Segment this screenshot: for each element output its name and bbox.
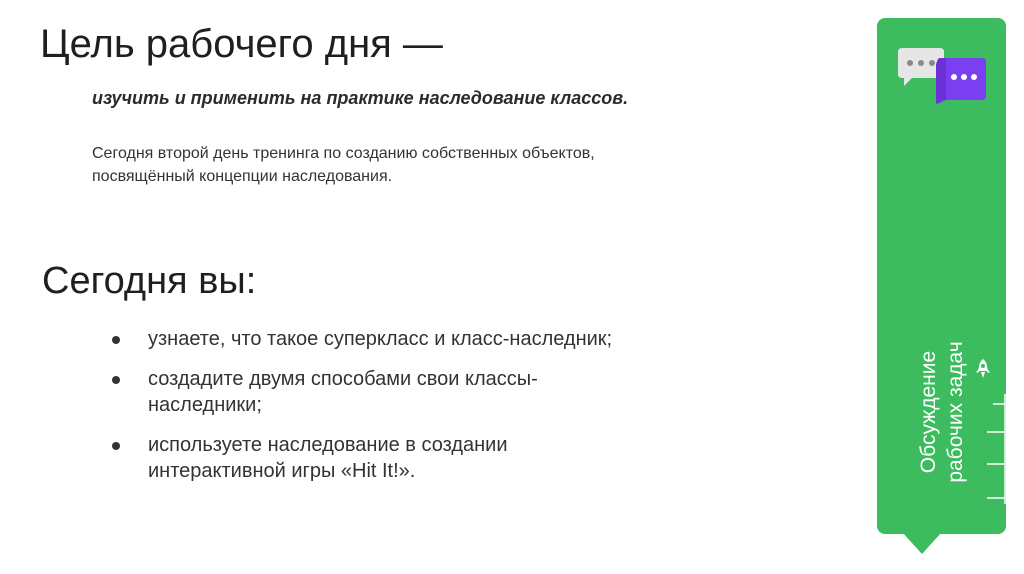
description-line: посвящённый концепции наследования. xyxy=(92,168,393,185)
bullet-list xyxy=(112,326,732,498)
list-item-line: используете наследование в создании xyxy=(148,434,508,456)
chat-bubbles-icon xyxy=(896,44,988,104)
list-item-line: наследники; xyxy=(148,394,262,416)
panel-label-line: Обсуждение xyxy=(917,350,940,474)
list-item xyxy=(112,326,732,352)
list-item-line: создадите двумя способами свои классы- xyxy=(148,368,538,390)
list-item xyxy=(112,432,732,484)
panel-pointer xyxy=(902,532,942,554)
bullet-dot-icon xyxy=(112,376,120,384)
rocket-icon xyxy=(975,358,991,380)
list-item-line: узнаете, что такое суперкласс и класс-наследник; xyxy=(148,328,613,350)
goal-text: изучить и применить на практике наследование классов. xyxy=(92,88,629,108)
list-item xyxy=(112,366,732,418)
panel-label-line: рабочих задач xyxy=(944,341,967,483)
description xyxy=(92,142,792,188)
section-subtitle: Сегодня вы: xyxy=(42,260,257,302)
bullet-dot-icon xyxy=(112,336,120,344)
panel-label xyxy=(915,312,969,512)
ruler-ticks-icon xyxy=(985,394,1007,504)
bullet-dot-icon xyxy=(112,442,120,450)
description-line: Сегодня второй день тренинга по созданию собственных объектов, xyxy=(92,145,595,162)
list-item-line: интерактивной игры «Hit It!». xyxy=(148,460,416,482)
slide-title: Цель рабочего дня — xyxy=(40,22,443,66)
